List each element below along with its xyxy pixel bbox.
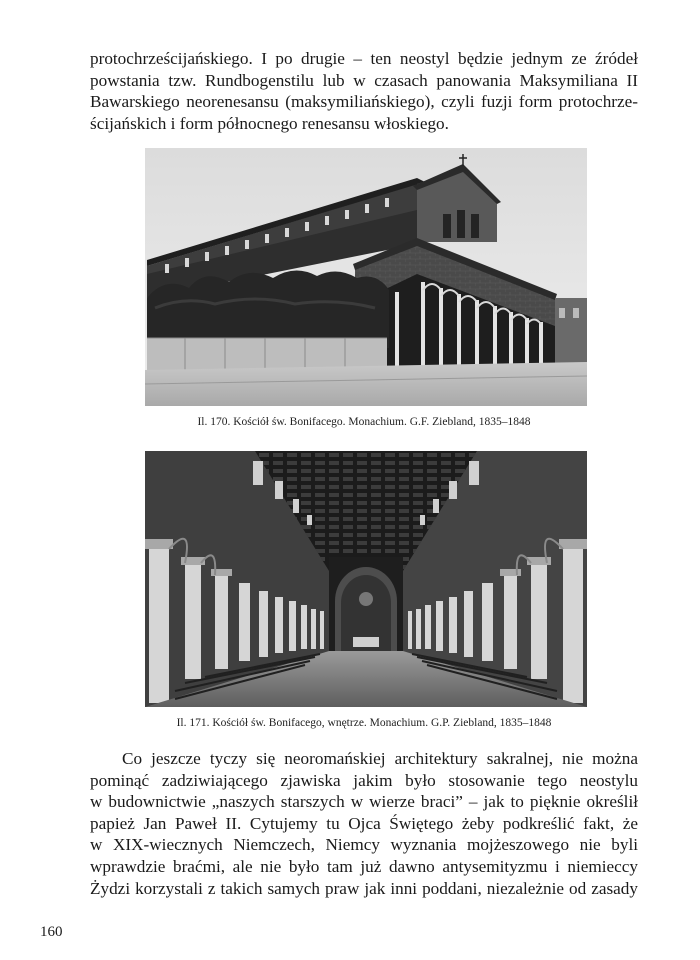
- caption-figure-171: Il. 171. Kościół św. Bonifacego, wnętrze. Monachium. G.P. Ziebland, 1835–1848: [176, 717, 552, 729]
- text-line: protochrześcijańskiego. I po drugie – ten neostyl będzie jednym ze źródeł: [90, 49, 638, 68]
- text-line: Bawarskiego neorenesansu (maksymiliańskiego), czyli fuzji form protochrze-: [90, 92, 638, 112]
- paragraph-bottom: [90, 748, 638, 899]
- text-line: papież Jan Paweł II. Cytujemy tu Ojca Świętego żeby podkreślić fakt, że: [90, 813, 638, 833]
- page-number: 160: [40, 924, 63, 940]
- text-line: powstania tzw. Rundbogenstilu lub w czasach panowania Maksymiliana II: [90, 70, 638, 90]
- text-line: pominąć zadziwiającego zjawiska jakim było stosowanie tego neostylu: [90, 770, 638, 790]
- text-line: w XIX-wiecznych Niemczech, Niemcy wyznania mojżeszowego nie byli: [90, 835, 638, 855]
- photo-church-interior: [145, 451, 587, 707]
- photo-church-exterior: [145, 148, 587, 406]
- text-line: Żydzi korzystali z takich samych praw jak inni poddani, niezależnie od zasady: [90, 878, 638, 898]
- text-line: Co jeszcze tyczy się neoromańskiej architektury sakralnej, nie można: [122, 749, 638, 768]
- text-line: ścijańskich i form północnego renesansu włoskiego.: [90, 113, 449, 133]
- text-line: w budownictwie „naszych starszych w wierze braci” – jak to pięknie określił: [90, 792, 638, 812]
- caption-figure-170: Il. 170. Kościół św. Bonifacego. Monachium. G.F. Ziebland, 1835–1848: [197, 416, 531, 428]
- paragraph-top: [90, 48, 638, 134]
- text-line: wprawdzie braćmi, ale nie było tam już dawno antysemityzmu i niemieccy: [90, 856, 638, 876]
